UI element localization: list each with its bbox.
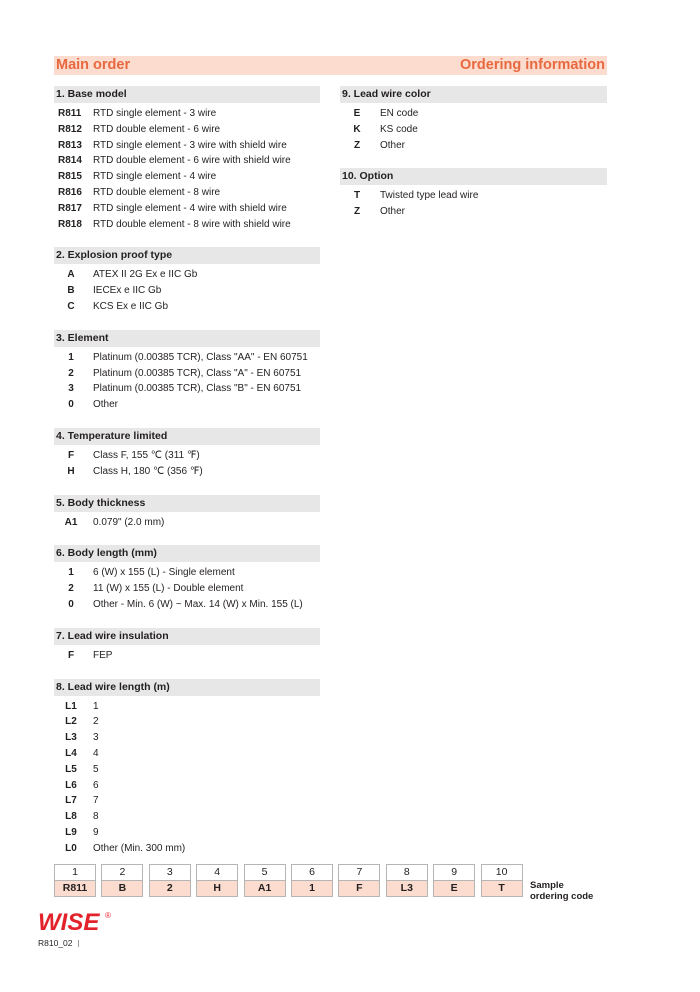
sample-position-number: 8 <box>386 864 428 880</box>
option-description: Platinum (0.00385 TCR), Class "B" - EN 60751 <box>93 383 302 395</box>
sample-cell <box>338 864 380 897</box>
option-list <box>54 562 320 612</box>
option-code: F <box>67 649 75 661</box>
sample-position-number: 6 <box>291 864 333 880</box>
option-code: 0 <box>68 598 74 610</box>
option-row <box>54 267 320 283</box>
title-banner <box>54 56 607 75</box>
option-row <box>54 138 320 154</box>
sample-code-value: 1 <box>291 880 333 897</box>
option-row <box>54 448 320 464</box>
sample-code-value: T <box>481 880 523 897</box>
section-title: 6. Body length (mm) <box>54 545 320 562</box>
option-description: RTD double element - 8 wire <box>93 186 221 198</box>
option-description: Class F, 155 ℃ (311 ℉) <box>93 449 200 461</box>
sample-position-number: 3 <box>149 864 191 880</box>
ordering-information-title: Ordering information <box>460 57 605 73</box>
sample-cell <box>291 864 333 897</box>
sample-cell <box>244 864 286 897</box>
section-title: 7. Lead wire insulation <box>54 628 320 645</box>
option-list <box>340 185 607 220</box>
option-code: F <box>67 449 75 461</box>
left-column <box>54 86 320 872</box>
option-row <box>54 153 320 169</box>
sample-code-value: L3 <box>386 880 428 897</box>
option-code: 1 <box>68 351 74 363</box>
option-description: 1 <box>93 700 99 712</box>
option-description: 6 (W) x 155 (L) - Single element <box>93 567 235 579</box>
sample-label <box>530 880 620 902</box>
option-list <box>54 645 320 664</box>
sample-position-number: 1 <box>54 864 96 880</box>
sample-position-number: 10 <box>481 864 523 880</box>
option-list <box>54 103 320 232</box>
option-description: RTD single element - 4 wire <box>93 171 217 183</box>
option-description: RTD double element - 6 wire with shield wire <box>93 155 291 167</box>
section <box>54 495 320 531</box>
option-code: R813 <box>58 139 82 151</box>
option-description: RTD single element - 4 wire with shield wire <box>93 202 287 214</box>
section-title: 10. Option <box>340 168 607 185</box>
option-description: RTD double element - 8 wire with shield wire <box>93 218 291 230</box>
section-title: 9. Lead wire color <box>340 86 607 103</box>
option-row <box>54 366 320 382</box>
option-description: ATEX II 2G Ex e IIC Gb <box>93 269 198 281</box>
option-code: L4 <box>65 747 77 759</box>
option-code: C <box>67 300 75 312</box>
sample-code-value: E <box>433 880 475 897</box>
option-description: Other <box>380 206 406 218</box>
option-code: 0 <box>68 399 74 411</box>
document-id-text: R810_02 <box>38 938 73 948</box>
option-description: Class H, 180 ℃ (356 ℉) <box>93 465 203 477</box>
option-row <box>54 169 320 185</box>
option-row <box>340 204 607 220</box>
option-row <box>54 299 320 315</box>
option-row <box>54 350 320 366</box>
document-id <box>38 938 79 948</box>
section-title: 8. Lead wire length (m) <box>54 679 320 696</box>
option-row <box>54 381 320 397</box>
section <box>54 679 320 857</box>
option-code: L6 <box>65 779 77 791</box>
section-title: 5. Body thickness <box>54 495 320 512</box>
option-description: 2 <box>93 716 99 728</box>
option-description: 4 <box>93 747 99 759</box>
option-code: R812 <box>58 123 82 135</box>
sample-cell <box>101 864 143 897</box>
option-code: R814 <box>58 155 82 167</box>
option-description: Platinum (0.00385 TCR), Class "A" - EN 60751 <box>93 367 302 379</box>
section <box>54 247 320 314</box>
option-row <box>54 825 320 841</box>
option-code: Z <box>353 206 361 218</box>
option-code: L1 <box>65 700 77 712</box>
sample-position-number: 2 <box>101 864 143 880</box>
option-code: 2 <box>68 367 74 379</box>
option-list <box>54 512 320 531</box>
option-description: Other <box>93 399 119 411</box>
option-row <box>54 217 320 233</box>
sample-position-number: 9 <box>433 864 475 880</box>
right-column <box>340 86 607 235</box>
option-code: Z <box>353 139 361 151</box>
sample-code-value: B <box>101 880 143 897</box>
sample-code-value: A1 <box>244 880 286 897</box>
option-code: L0 <box>65 842 77 854</box>
option-description: 9 <box>93 826 99 838</box>
option-code: 2 <box>68 583 74 595</box>
option-description: RTD double element - 6 wire <box>93 123 221 135</box>
option-code: E <box>353 108 361 119</box>
option-row <box>340 138 607 154</box>
option-row <box>54 699 320 715</box>
option-description: Other (Min. 300 mm) <box>93 842 186 854</box>
option-list <box>54 264 320 314</box>
sample-code-value: F <box>338 880 380 897</box>
section-title: 2. Explosion proof type <box>54 247 320 264</box>
sample-code-value: 2 <box>149 880 191 897</box>
option-list <box>54 347 320 413</box>
option-code: R811 <box>58 108 82 119</box>
registered-mark: ® <box>105 911 111 920</box>
option-code: L8 <box>65 811 77 823</box>
wise-logo <box>38 909 118 935</box>
option-description: 3 <box>93 732 99 744</box>
option-row <box>54 841 320 857</box>
option-description: Twisted type lead wire <box>380 190 479 202</box>
option-row <box>54 714 320 730</box>
sample-label-line1: Sample <box>530 880 564 891</box>
option-code: T <box>353 190 361 202</box>
option-row <box>54 201 320 217</box>
option-code: R815 <box>58 171 82 183</box>
option-code: A1 <box>64 516 78 528</box>
section-title: 1. Base model <box>54 86 320 103</box>
option-row <box>340 122 607 138</box>
option-code: A <box>67 269 75 281</box>
option-row <box>54 122 320 138</box>
option-row <box>54 648 320 664</box>
option-code: L5 <box>65 763 77 775</box>
section <box>54 428 320 480</box>
option-description: FEP <box>93 649 113 661</box>
page-divider <box>78 940 79 947</box>
option-description: KS code <box>380 123 418 135</box>
section-title: 3. Element <box>54 330 320 347</box>
option-row <box>54 730 320 746</box>
option-list <box>340 103 607 153</box>
sample-cell <box>433 864 475 897</box>
option-description: Other - Min. 6 (W) ~ Max. 14 (W) x Min. 155 (L) <box>93 598 303 610</box>
option-row <box>54 581 320 597</box>
option-row <box>54 397 320 413</box>
option-code: R817 <box>58 202 82 214</box>
section <box>54 330 320 413</box>
option-row <box>54 464 320 480</box>
logo-text: WISE <box>38 909 100 935</box>
option-description: KCS Ex e IIC Gb <box>93 300 169 312</box>
option-code: 1 <box>68 567 74 579</box>
option-row <box>54 565 320 581</box>
option-description: 5 <box>93 763 99 775</box>
option-code: B <box>67 285 75 297</box>
main-order-title: Main order <box>56 57 131 73</box>
option-description: Other <box>380 139 406 151</box>
option-row <box>340 188 607 204</box>
section-title: 4. Temperature limited <box>54 428 320 445</box>
sample-position-number: 4 <box>196 864 238 880</box>
sample-cell <box>54 864 96 897</box>
option-row <box>54 283 320 299</box>
option-row <box>54 778 320 794</box>
option-row <box>54 746 320 762</box>
option-description: Platinum (0.00385 TCR), Class "AA" - EN 60751 <box>93 351 308 363</box>
option-row <box>54 809 320 825</box>
option-row <box>54 106 320 122</box>
option-code: L3 <box>65 732 77 744</box>
sample-position-number: 5 <box>244 864 286 880</box>
option-list <box>54 696 320 857</box>
option-code: R818 <box>58 218 82 230</box>
option-row <box>54 515 320 531</box>
option-description: 6 <box>93 779 99 791</box>
option-description: RTD single element - 3 wire <box>93 108 217 119</box>
section <box>340 168 607 220</box>
sample-cell <box>481 864 523 897</box>
option-description: RTD single element - 3 wire with shield wire <box>93 139 287 151</box>
sample-position-number: 7 <box>338 864 380 880</box>
option-row <box>340 106 607 122</box>
option-list <box>54 445 320 480</box>
option-code: 3 <box>68 383 74 395</box>
option-row <box>54 185 320 201</box>
option-description: 7 <box>93 795 99 807</box>
section <box>54 628 320 664</box>
section <box>340 86 607 153</box>
option-description: 11 (W) x 155 (L) - Double element <box>93 583 244 595</box>
sample-code-value: H <box>196 880 238 897</box>
option-code: L9 <box>65 826 77 838</box>
option-row <box>54 793 320 809</box>
sample-cell <box>149 864 191 897</box>
option-code: R816 <box>58 186 82 198</box>
section <box>54 86 320 232</box>
section <box>54 545 320 612</box>
option-row <box>54 597 320 613</box>
option-description: 8 <box>93 811 99 823</box>
sample-cell <box>196 864 238 897</box>
sample-label-line2: ordering code <box>530 891 594 902</box>
option-description: IECEx e IIC Gb <box>93 285 162 297</box>
sample-cell <box>386 864 428 897</box>
option-code: K <box>353 123 361 135</box>
option-code: L2 <box>65 716 77 728</box>
option-row <box>54 762 320 778</box>
option-code: H <box>67 465 75 477</box>
option-code: L7 <box>65 795 77 807</box>
option-description: EN code <box>380 108 419 119</box>
sample-code-value: R811 <box>54 880 96 897</box>
option-description: 0.079" (2.0 mm) <box>93 516 165 528</box>
